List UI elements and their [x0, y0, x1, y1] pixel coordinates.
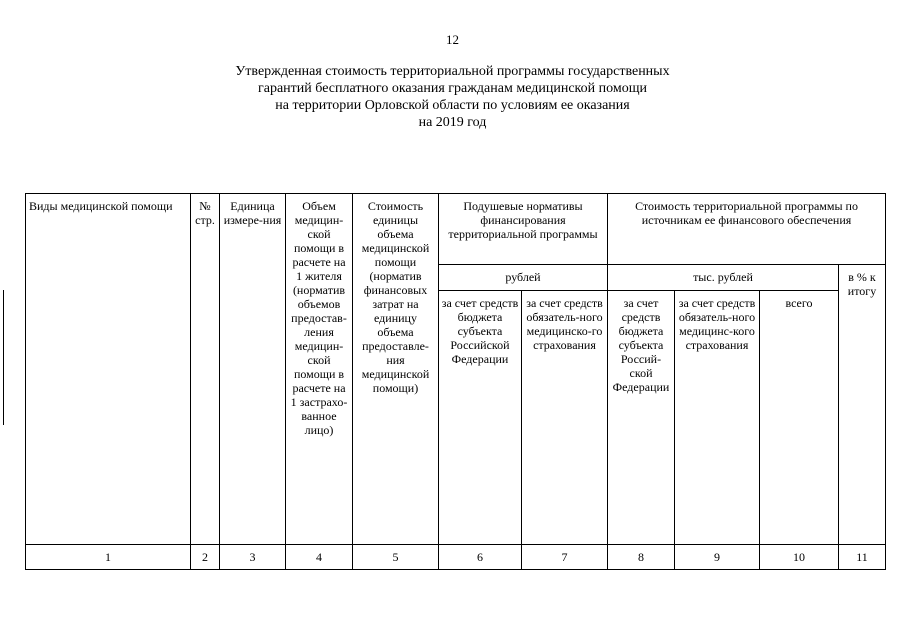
title-line-2: гарантий бесплатного оказания гражданам медицинской помощи: [258, 81, 647, 96]
column-number: 8: [608, 545, 675, 570]
header-col8: [608, 291, 675, 545]
title-line-1: Утвержденная стоимость территориальной программы государственных: [235, 64, 670, 79]
page-number: 12: [446, 32, 459, 47]
header-rubles: [439, 265, 608, 291]
header-col9-label: за счет средств обязатель-ного медицинс-кого страхования: [678, 296, 756, 352]
column-number: 5: [353, 545, 439, 570]
column-number: 4: [286, 545, 353, 570]
header-col6-label: за счет средств бюджета субъекта Российской Федерации: [441, 296, 519, 366]
column-number: 3: [220, 545, 286, 570]
header-col9: [675, 291, 760, 545]
header-col6: [439, 291, 522, 545]
header-percapita-group-label: Подушевые нормативы финансирования территориальной программы: [448, 199, 598, 241]
column-number-row: [26, 545, 886, 570]
title-line-4: на 2019 год: [418, 115, 487, 130]
document-title: [0, 63, 905, 131]
header-care-type-label: Виды медицинской помощи: [29, 199, 173, 213]
header-percent-total: [839, 265, 886, 545]
column-number: 7: [522, 545, 608, 570]
header-volume: [286, 194, 353, 545]
cost-table: [25, 193, 886, 570]
header-unit-cost-label: Стоимость единицы объема медицинской помощи (норматив финансовых затрат на единицу объема предоставле-ния медицинской помощи): [361, 199, 430, 395]
header-col7-label: за счет средств обязатель-ного медицинско-го страхования: [526, 296, 603, 352]
header-unit-label: Единица измере-ния: [223, 199, 282, 227]
column-number: 10: [760, 545, 839, 570]
header-unit-cost: [353, 194, 439, 545]
margin-line: [3, 290, 4, 425]
column-number: 11: [839, 545, 886, 570]
header-col7: [522, 291, 608, 545]
header-percent-total-label: в % к итогу: [847, 270, 877, 298]
title-line-3: на территории Орловской области по условиям ее оказания: [275, 98, 630, 113]
header-col10-label: всего: [785, 296, 813, 310]
header-thousand-rubles: [608, 265, 839, 291]
column-number: 2: [191, 545, 220, 570]
header-percapita-group: [439, 194, 608, 265]
header-cost-group-label: Стоимость территориальной программы по источникам ее финансового обеспечения: [635, 199, 858, 227]
header-volume-label: Объем медицин-ской помощи в расчете на 1 жителя (норматив объемов предостав-ления медицин-ской помощи в расчете на 1 застрахо-ванное лицо): [290, 199, 348, 437]
header-thousand-rubles-label: тыс. рублей: [693, 270, 753, 284]
column-number: 1: [26, 545, 191, 570]
header-col8-label: за счет средств бюджета субъекта Россий-ской Федерации: [612, 296, 670, 394]
column-number: 9: [675, 545, 760, 570]
header-care-type: [26, 194, 191, 545]
header-rubles-label: рублей: [505, 270, 541, 284]
header-row-number: [191, 194, 220, 545]
header-col10: [760, 291, 839, 545]
header-unit: [220, 194, 286, 545]
column-number: 6: [439, 545, 522, 570]
header-cost-group: [608, 194, 886, 265]
header-row-number-label: № стр.: [195, 199, 215, 227]
